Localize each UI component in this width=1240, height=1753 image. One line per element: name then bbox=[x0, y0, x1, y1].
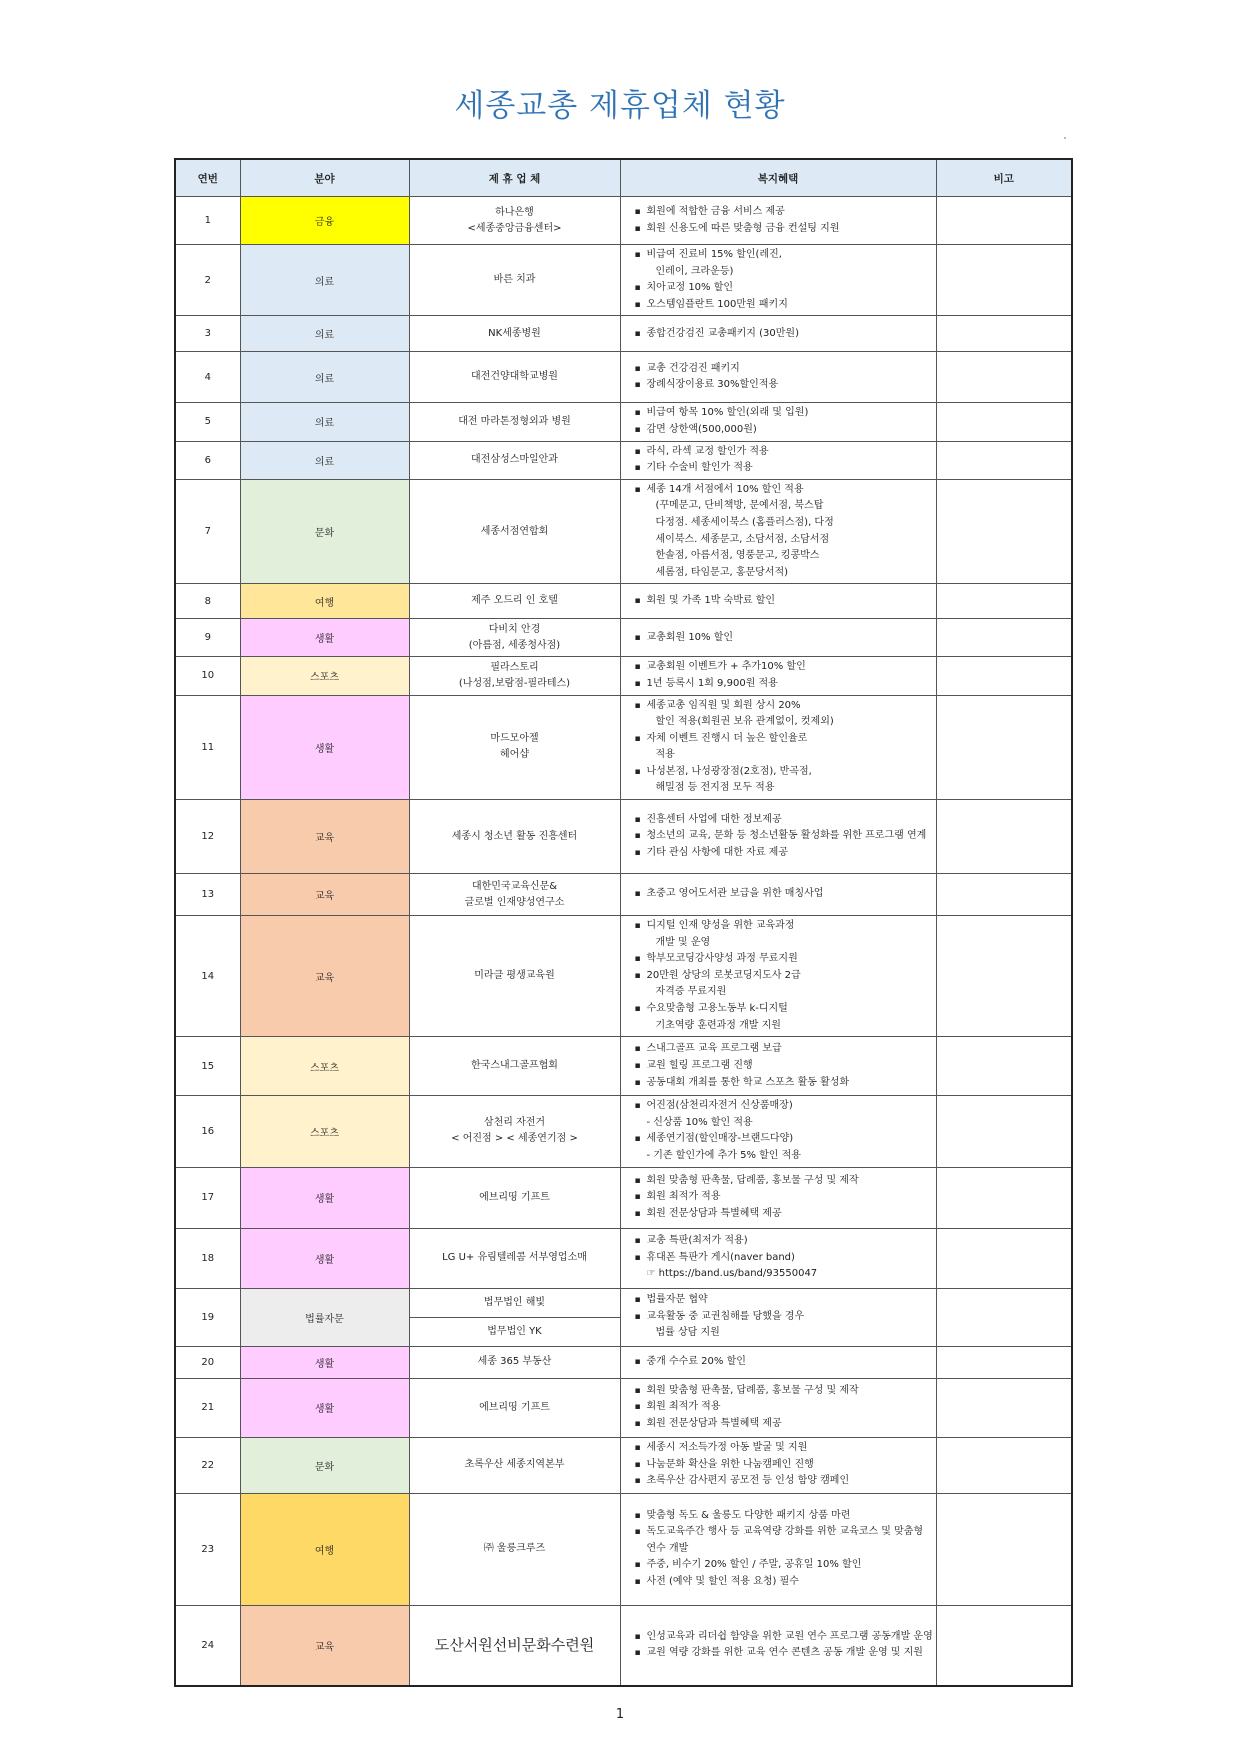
company-line: 대한민국교육신문& bbox=[471, 880, 558, 892]
row-benefits bbox=[620, 800, 936, 874]
row-benefits bbox=[620, 1228, 936, 1288]
table-row bbox=[175, 479, 1072, 584]
row-note bbox=[936, 1437, 1072, 1493]
benefit-item: ▪ 진흥센터 사업에 대한 정보제공 bbox=[647, 812, 934, 829]
table-row bbox=[175, 197, 1072, 245]
benefit-list bbox=[647, 1440, 934, 1490]
benefit-item: - 신상품 10% 할인 적용 bbox=[646, 1116, 753, 1128]
row-company bbox=[409, 197, 620, 245]
row-benefits bbox=[620, 695, 936, 800]
company-line: 미라클 평생교육원 bbox=[474, 970, 555, 982]
company-line: 필라스토리 bbox=[490, 661, 539, 673]
row-company bbox=[409, 1346, 620, 1378]
benefit-item: ▪ 회원 신용도에 따른 맞춤형 금융 컨설팅 지원 bbox=[647, 221, 934, 238]
page-title: 세종교총 제휴업체 현황 bbox=[454, 88, 786, 124]
row-number: 2 bbox=[175, 245, 240, 316]
table-row bbox=[175, 874, 1072, 916]
page-number: 1 bbox=[615, 1707, 625, 1722]
benefit-item: ▪ 세종시 저소득가정 아동 발굴 및 지원 bbox=[647, 1440, 934, 1457]
row-benefits bbox=[620, 1167, 936, 1228]
benefit-item: ▪ 종합건강검진 교총패키지 (30만원) bbox=[647, 326, 934, 343]
row-benefits bbox=[620, 1288, 936, 1346]
company-line: (아름점, 세종청사점) bbox=[468, 639, 561, 651]
row-company bbox=[409, 1288, 620, 1317]
benefit-list bbox=[647, 630, 934, 647]
row-company bbox=[409, 403, 620, 441]
company-line: 세종시 청소년 활동 진흥센터 bbox=[451, 830, 578, 842]
row-category: 여행 bbox=[240, 1493, 409, 1605]
row-benefits bbox=[620, 403, 936, 441]
benefit-item: ▪ 스내그골프 교육 프로그램 보급 bbox=[647, 1041, 934, 1058]
benefit-list bbox=[647, 1233, 934, 1283]
benefit-list bbox=[647, 886, 934, 903]
row-note bbox=[936, 695, 1072, 800]
row-note bbox=[936, 1096, 1072, 1167]
company-line: <세종중앙금융센터> bbox=[467, 222, 562, 234]
benefit-item: ▪ 자체 이벤트 진행시 더 높은 할인율로 bbox=[647, 731, 934, 748]
company-line: 도산서원선비문화수련원 bbox=[434, 1636, 595, 1655]
row-company bbox=[409, 1437, 620, 1493]
company-line: 삼천리 자전거 bbox=[483, 1117, 546, 1129]
row-number: 18 bbox=[175, 1228, 240, 1288]
benefit-item: ▪ 라식, 라섹 교정 할인가 적용 bbox=[647, 444, 934, 461]
benefit-item: ▪ 어진점(삼천리자전거 신상품매장) bbox=[647, 1098, 934, 1115]
row-company bbox=[409, 657, 620, 695]
row-note bbox=[936, 441, 1072, 479]
benefit-item: 적용 bbox=[655, 749, 675, 761]
benefit-item: ▪ 감면 상한액(500,000원) bbox=[647, 422, 934, 439]
header-company: 제 휴 업 체 bbox=[409, 159, 620, 197]
table-row bbox=[175, 316, 1072, 352]
decorative-dot bbox=[1064, 137, 1066, 139]
benefit-list bbox=[647, 659, 934, 692]
benefit-item: ▪ 교총회원 10% 할인 bbox=[647, 630, 934, 647]
row-number: 21 bbox=[175, 1378, 240, 1437]
row-company bbox=[409, 1228, 620, 1288]
row-number: 20 bbox=[175, 1346, 240, 1378]
benefit-item: 해밀점 등 전지점 모두 적용 bbox=[655, 782, 775, 794]
row-note bbox=[936, 1378, 1072, 1437]
row-company bbox=[409, 1378, 620, 1437]
row-company bbox=[409, 1493, 620, 1605]
row-category: 스포츠 bbox=[240, 1096, 409, 1167]
row-benefits bbox=[620, 1605, 936, 1686]
row-number: 6 bbox=[175, 441, 240, 479]
benefit-item: 인레이, 크라운등) bbox=[655, 265, 734, 277]
benefit-item: (꾸메문고, 단비책방, 문예서점, 북스탑 bbox=[655, 500, 824, 512]
table-row bbox=[175, 1493, 1072, 1605]
company-line: 초록우산 세종지역본부 bbox=[464, 1459, 565, 1471]
benefit-item: ▪ 기타 관심 사항에 대한 자료 제공 bbox=[647, 845, 934, 862]
row-number: 5 bbox=[175, 403, 240, 441]
table-body bbox=[175, 197, 1072, 1687]
row-company: 법무법인 YK bbox=[409, 1317, 620, 1346]
row-note bbox=[936, 584, 1072, 619]
benefit-item: ▪ 비급여 항목 10% 할인(외래 및 입원) bbox=[647, 405, 934, 422]
benefit-item: ▪ 법률자문 협약 bbox=[647, 1292, 934, 1309]
row-category: 스포츠 bbox=[240, 657, 409, 695]
row-category: 교육 bbox=[240, 916, 409, 1037]
table-header-row bbox=[175, 159, 1072, 197]
row-benefits bbox=[620, 316, 936, 352]
row-note bbox=[936, 479, 1072, 584]
company-line: 대전건양대학교병원 bbox=[471, 371, 558, 383]
benefit-list bbox=[647, 247, 934, 313]
row-benefits bbox=[620, 1437, 936, 1493]
row-note bbox=[936, 1037, 1072, 1096]
benefit-list bbox=[647, 1173, 934, 1223]
company-line: 하나은행 bbox=[495, 206, 534, 218]
row-note bbox=[936, 1493, 1072, 1605]
row-number: 16 bbox=[175, 1096, 240, 1167]
row-benefits bbox=[620, 352, 936, 403]
row-company bbox=[409, 874, 620, 916]
benefit-list bbox=[647, 482, 934, 582]
benefit-list bbox=[647, 1354, 934, 1371]
company-line: < 어진점 > < 세종연기점 > bbox=[451, 1133, 578, 1145]
benefit-item: ▪ 주중, 비수기 20% 할인 / 주말, 공휴일 10% 할인 bbox=[647, 1557, 934, 1574]
benefit-item: ▪ 20만원 상당의 로봇코딩지도사 2급 bbox=[647, 968, 934, 985]
row-benefits bbox=[620, 1493, 936, 1605]
benefit-item: ▪ 회원 전문상담과 특별혜택 제공 bbox=[647, 1206, 934, 1223]
benefit-list bbox=[647, 698, 934, 798]
benefit-item: ▪ 교원 힐링 프로그램 진행 bbox=[647, 1058, 934, 1075]
row-number: 17 bbox=[175, 1167, 240, 1228]
benefit-item: ☞ https://band.us/band/93550047 bbox=[646, 1268, 818, 1280]
company-line: 다비치 안경 bbox=[488, 623, 541, 635]
row-company bbox=[409, 1096, 620, 1167]
row-note bbox=[936, 403, 1072, 441]
row-number: 24 bbox=[175, 1605, 240, 1686]
header-benefits: 복지혜택 bbox=[620, 159, 936, 197]
benefit-item: ▪ 회원 전문상담과 특별혜택 제공 bbox=[647, 1416, 934, 1433]
row-note bbox=[936, 800, 1072, 874]
company-line: 한국스내그골프협회 bbox=[471, 1060, 558, 1072]
benefit-item: ▪ 회원에 적합한 금융 서비스 제공 bbox=[647, 204, 934, 221]
row-number: 3 bbox=[175, 316, 240, 352]
benefit-item: ▪ 회원 최적가 적용 bbox=[647, 1399, 934, 1416]
row-benefits bbox=[620, 245, 936, 316]
row-company bbox=[409, 916, 620, 1037]
benefit-item: ▪ 독도교육주간 행사 등 교육역량 강화를 위한 교육코스 및 맞춤형 연수 개발 bbox=[647, 1524, 934, 1557]
benefit-item: ▪ 장례식장이용료 30%할인적용 bbox=[647, 377, 934, 394]
benefit-item: ▪ 회원 최적가 적용 bbox=[647, 1189, 934, 1206]
row-benefits bbox=[620, 657, 936, 695]
row-note bbox=[936, 916, 1072, 1037]
row-category: 의료 bbox=[240, 245, 409, 316]
benefit-item: ▪ 비급여 진료비 15% 할인(레진, bbox=[647, 247, 934, 264]
benefit-item: ▪ 맞춤형 독도 & 울릉도 다양한 패키지 상품 마련 bbox=[647, 1508, 934, 1525]
benefit-item: ▪ 교육활동 중 교권침해를 당했을 경우 bbox=[647, 1309, 934, 1326]
row-note bbox=[936, 1228, 1072, 1288]
company-line: 세종서점연합회 bbox=[480, 525, 549, 537]
benefit-item: 기초역량 훈련과정 개발 지원 bbox=[655, 1019, 781, 1031]
row-company bbox=[409, 619, 620, 657]
benefit-item: 개발 및 운영 bbox=[655, 936, 711, 948]
benefit-list bbox=[647, 204, 934, 237]
benefit-item: ▪ 세종 14개 서점에서 10% 할인 적용 bbox=[647, 482, 934, 499]
row-category: 생활 bbox=[240, 1167, 409, 1228]
company-line: 에브리띵 기프트 bbox=[479, 1191, 550, 1203]
company-line: 대전 마라톤정형외과 병원 bbox=[458, 415, 571, 427]
row-number: 19 bbox=[175, 1288, 240, 1346]
row-company bbox=[409, 1605, 620, 1686]
company-line: 법무법인 해빛 bbox=[483, 1296, 546, 1308]
table-row bbox=[175, 1096, 1072, 1167]
benefit-item: 세이북스. 세종문고, 소담서점, 소담서점 bbox=[655, 533, 830, 545]
row-company bbox=[409, 1167, 620, 1228]
row-number: 8 bbox=[175, 584, 240, 619]
table-row bbox=[175, 695, 1072, 800]
benefit-item: ▪ 오스템임플란트 100만원 패키지 bbox=[647, 297, 934, 314]
benefit-list bbox=[647, 1098, 934, 1164]
company-line: NK세종병원 bbox=[488, 327, 541, 339]
benefit-list bbox=[647, 593, 934, 610]
company-line: 대전삼성스마일안과 bbox=[471, 454, 558, 466]
benefit-item: ▪ 학부모코딩강사양성 과정 무료지원 bbox=[647, 951, 934, 968]
table-row bbox=[175, 916, 1072, 1037]
row-company bbox=[409, 1037, 620, 1096]
row-company bbox=[409, 584, 620, 619]
row-note bbox=[936, 1346, 1072, 1378]
row-note bbox=[936, 197, 1072, 245]
table-row bbox=[175, 1167, 1072, 1228]
row-number: 13 bbox=[175, 874, 240, 916]
row-category: 생활 bbox=[240, 1378, 409, 1437]
benefit-item: ▪ 세종연기점(할인매장-브랜드다양) bbox=[647, 1131, 934, 1148]
row-category: 생활 bbox=[240, 695, 409, 800]
table-row bbox=[175, 352, 1072, 403]
row-note bbox=[936, 352, 1072, 403]
benefit-list bbox=[647, 405, 934, 438]
benefit-list bbox=[647, 1292, 934, 1342]
row-category: 문화 bbox=[240, 479, 409, 584]
table-row bbox=[175, 1288, 1072, 1317]
row-category: 여행 bbox=[240, 584, 409, 619]
row-number: 11 bbox=[175, 695, 240, 800]
row-category: 생활 bbox=[240, 619, 409, 657]
table-row bbox=[175, 1437, 1072, 1493]
benefit-item: ▪ 인성교육과 리더쉽 함양을 위한 교원 연수 프로그램 공동개발 운영 bbox=[647, 1629, 934, 1646]
row-number: 9 bbox=[175, 619, 240, 657]
benefit-list bbox=[647, 326, 934, 343]
benefit-item: ▪ 사전 (예약 및 할인 적용 요청) 필수 bbox=[647, 1574, 934, 1591]
benefit-item: ▪ 치아교정 10% 할인 bbox=[647, 280, 934, 297]
row-number: 15 bbox=[175, 1037, 240, 1096]
row-note bbox=[936, 874, 1072, 916]
benefit-item: 한솔점, 아름서점, 영풍문고, 킹콩박스 bbox=[655, 550, 820, 562]
row-benefits bbox=[620, 441, 936, 479]
benefit-item: ▪ 청소년의 교육, 문화 등 청소년활동 활성화를 위한 프로그램 연계 bbox=[647, 828, 934, 845]
table-row bbox=[175, 1346, 1072, 1378]
row-category: 법률자문 bbox=[240, 1288, 409, 1346]
partner-table bbox=[174, 158, 1073, 1687]
row-category: 교육 bbox=[240, 874, 409, 916]
benefit-list bbox=[647, 1383, 934, 1433]
benefit-list bbox=[647, 812, 934, 862]
row-number: 22 bbox=[175, 1437, 240, 1493]
benefit-item: ▪ 초중고 영어도서관 보급을 위한 매칭사업 bbox=[647, 886, 934, 903]
benefit-item: ▪ 공동대회 개최를 통한 학교 스포츠 활동 활성화 bbox=[647, 1075, 934, 1092]
table-row bbox=[175, 619, 1072, 657]
benefit-list bbox=[647, 918, 934, 1034]
benefit-item: ▪ 나성본점, 나성광장점(2호점), 반곡점, bbox=[647, 764, 934, 781]
company-line: 바른 치과 bbox=[493, 274, 536, 286]
company-line: 마드모아젤 bbox=[490, 733, 539, 745]
row-company bbox=[409, 316, 620, 352]
header-category: 분야 bbox=[240, 159, 409, 197]
benefit-list bbox=[647, 1629, 934, 1662]
row-category: 의료 bbox=[240, 441, 409, 479]
company-line: 세종 365 부동산 bbox=[477, 1356, 552, 1368]
row-note bbox=[936, 619, 1072, 657]
row-company bbox=[409, 441, 620, 479]
benefit-item: - 기존 할인가에 추가 5% 할인 적용 bbox=[646, 1150, 801, 1161]
benefit-item: ▪ 교총회원 이벤트가 + 추가10% 할인 bbox=[647, 659, 934, 676]
benefit-item: 자격증 무료지원 bbox=[655, 986, 727, 998]
benefit-item: ▪ 1년 등록시 1회 9,900원 적용 bbox=[647, 676, 934, 693]
company-line: 헤어샵 bbox=[500, 749, 529, 761]
table-row bbox=[175, 441, 1072, 479]
row-benefits bbox=[620, 584, 936, 619]
row-company bbox=[409, 352, 620, 403]
row-category: 의료 bbox=[240, 403, 409, 441]
benefit-list bbox=[647, 1508, 934, 1591]
benefit-item: ▪ 회원 맞춤형 판촉물, 답례품, 홍보물 구성 및 제작 bbox=[647, 1383, 934, 1400]
benefit-item: ▪ 수요맞춤형 고용노동부 k-디지털 bbox=[647, 1001, 934, 1018]
row-category: 문화 bbox=[240, 1437, 409, 1493]
row-note bbox=[936, 1167, 1072, 1228]
benefit-item: ▪ 교총 건강검진 패키지 bbox=[647, 361, 934, 378]
benefit-item: 법률 상담 지원 bbox=[655, 1327, 720, 1339]
row-category: 스포츠 bbox=[240, 1037, 409, 1096]
row-benefits bbox=[620, 1037, 936, 1096]
company-line: 제주 오드리 인 호텔 bbox=[471, 595, 558, 607]
table-row bbox=[175, 800, 1072, 874]
row-number: 4 bbox=[175, 352, 240, 403]
benefit-item: 다정점. 세종세이북스 (홈플러스점), 다정 bbox=[655, 516, 834, 528]
benefit-item: ▪ 회원 맞춤형 판촉물, 답례품, 홍보물 구성 및 제작 bbox=[647, 1173, 934, 1190]
company-line: ㈜ 울릉크루즈 bbox=[483, 1543, 546, 1555]
row-company bbox=[409, 800, 620, 874]
row-benefits bbox=[620, 479, 936, 584]
benefit-item: ▪ 휴대폰 특판가 게시(naver band) bbox=[647, 1250, 934, 1267]
company-line: 에브리띵 기프트 bbox=[479, 1401, 550, 1413]
benefit-list bbox=[647, 361, 934, 394]
row-note bbox=[936, 316, 1072, 352]
row-category: 금융 bbox=[240, 197, 409, 245]
benefit-item: ▪ 교총 특판(최저가 적용) bbox=[647, 1233, 934, 1250]
benefit-item: ▪ 기타 수술비 할인가 적용 bbox=[647, 460, 934, 477]
row-benefits bbox=[620, 1096, 936, 1167]
row-category: 의료 bbox=[240, 316, 409, 352]
row-company bbox=[409, 245, 620, 316]
company-line: (나성점,보람점-필라테스) bbox=[458, 677, 571, 689]
row-number: 1 bbox=[175, 197, 240, 245]
row-company bbox=[409, 479, 620, 584]
header-no: 연번 bbox=[175, 159, 240, 197]
row-category: 생활 bbox=[240, 1228, 409, 1288]
benefit-item: ▪ 중개 수수료 20% 할인 bbox=[647, 1354, 934, 1371]
company-line: LG U+ 유림텔레콤 서부영업소매 bbox=[442, 1252, 587, 1264]
benefit-item: ▪ 세종교총 임직원 및 회원 상시 20% bbox=[647, 698, 934, 715]
row-note bbox=[936, 1605, 1072, 1686]
benefit-list bbox=[647, 444, 934, 477]
benefit-item: ▪ 교원 역량 강화를 위한 교육 연수 콘텐츠 공동 개발 운영 및 지원 bbox=[647, 1645, 934, 1662]
benefit-item: 할인 적용(회원권 보유 관계없이, 컷제외) bbox=[655, 716, 834, 728]
row-category: 의료 bbox=[240, 352, 409, 403]
benefit-item: ▪ 나눔문화 확산을 위한 나눔캠페인 진행 bbox=[647, 1457, 934, 1474]
table-row bbox=[175, 403, 1072, 441]
company-line: 글로벌 인재양성연구소 bbox=[464, 896, 565, 908]
table-row bbox=[175, 245, 1072, 316]
row-benefits bbox=[620, 874, 936, 916]
row-number: 14 bbox=[175, 916, 240, 1037]
row-number: 23 bbox=[175, 1493, 240, 1605]
table-row bbox=[175, 1228, 1072, 1288]
row-note bbox=[936, 657, 1072, 695]
row-benefits bbox=[620, 619, 936, 657]
row-category: 생활 bbox=[240, 1346, 409, 1378]
benefit-item: 세롬점, 타임문고, 홍문당서적) bbox=[655, 566, 789, 578]
row-company bbox=[409, 695, 620, 800]
row-benefits bbox=[620, 197, 936, 245]
benefit-item: ▪ 회원 및 가족 1박 숙박료 할인 bbox=[647, 593, 934, 610]
table-row bbox=[175, 657, 1072, 695]
row-benefits bbox=[620, 1378, 936, 1437]
table-row bbox=[175, 584, 1072, 619]
benefit-list bbox=[647, 1041, 934, 1091]
table-row bbox=[175, 1605, 1072, 1686]
benefit-item: ▪ 초록우산 감사편지 공모전 등 인성 함양 캠페인 bbox=[647, 1473, 934, 1490]
benefit-item: ▪ 디지털 인재 양성을 위한 교육과정 bbox=[647, 918, 934, 935]
row-number: 12 bbox=[175, 800, 240, 874]
header-note: 비고 bbox=[936, 159, 1072, 197]
table-row bbox=[175, 1378, 1072, 1437]
row-benefits bbox=[620, 1346, 936, 1378]
row-note bbox=[936, 245, 1072, 316]
row-number: 7 bbox=[175, 479, 240, 584]
row-category: 교육 bbox=[240, 1605, 409, 1686]
row-note bbox=[936, 1288, 1072, 1346]
row-category: 교육 bbox=[240, 800, 409, 874]
table-row bbox=[175, 1037, 1072, 1096]
row-number: 10 bbox=[175, 657, 240, 695]
row-benefits bbox=[620, 916, 936, 1037]
